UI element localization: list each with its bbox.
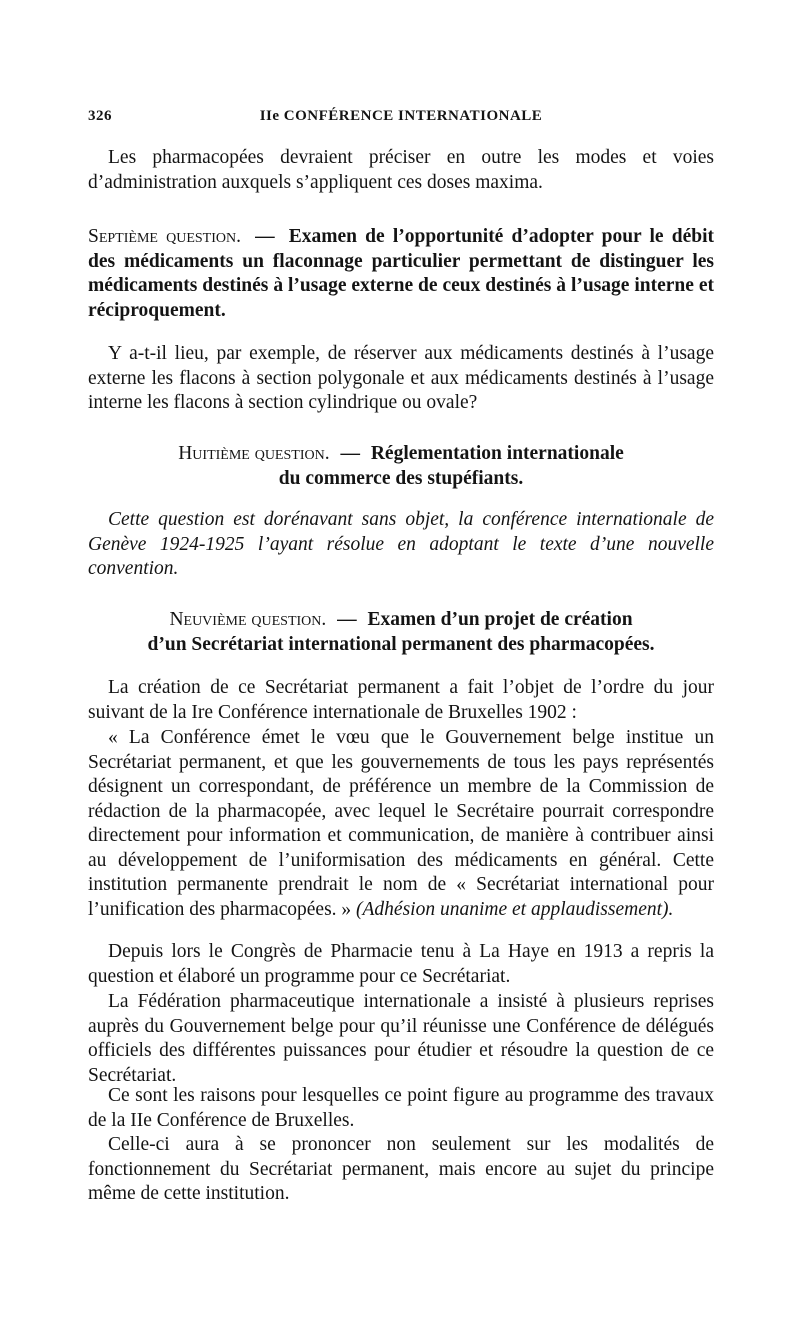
question-seven-label: Septième question.	[88, 226, 241, 247]
question-seven-title: Examen de l’opportunité d’adopter pour le débit des médicaments un flaconnage particulier permettant de distinguer les médicaments destinés à l’usage externe de ceux destinés à l’usage interne et réciproquement.	[88, 226, 714, 321]
em-dash: —	[255, 226, 275, 247]
paragraph-voeu-conference	[88, 726, 714, 922]
paragraph-doses-maxima: Les pharmacopées devraient préciser en outre les modes et voies d’administration auxquels s’appliquent ces doses maxima.	[88, 147, 714, 193]
question-eight-title-line2: du commerce des stupéfiants.	[278, 467, 524, 489]
paragraph-stupefiants: Cette question est dorénavant sans objet, la conférence internationale de Genève 1924-1925 l’ayant résolue en adoptant le texte d’une nouvelle convention.	[88, 509, 714, 579]
em-dash: —	[340, 443, 360, 464]
page-number: 326	[88, 108, 112, 124]
em-dash: —	[337, 609, 357, 630]
question-eight	[88, 442, 714, 491]
running-header	[88, 108, 714, 132]
question-nine-title-line2: d’un Secrétariat international permanent des pharmacopées.	[147, 633, 655, 655]
quote-text: « La Conférence émet le vœu que le Gouvernement belge institue un Secrétariat permanent, et que les gouvernements de tous les pays représentés désignent un correspondant, de préférence un membre de la Commission de rédaction de la pharmacopée, avec lequel le Secrétaire pourrait correspondre directement pour information et communication, de manière à contribuer ainsi au développement de l’uniformisation des médicaments en général. Cette institution permanente prendrait le nom de « Secrétariat international pour l’unification des pharmacopées. »	[88, 727, 714, 920]
question-seven	[88, 225, 714, 323]
paragraph-flacons: Y a-t-il lieu, par exemple, de réserver aux médicaments destinés à l’usage externe les flacons à section polygonale et aux médicaments destinés à l’usage interne les flacons à section cylindrique ou ovale?	[88, 343, 714, 413]
paragraph-programme: Ce sont les raisons pour lesquelles ce point figure au programme des travaux de la IIe Conférence de Bruxelles.	[88, 1085, 714, 1131]
running-title: IIe CONFÉRENCE INTERNATIONALE	[259, 108, 543, 124]
quote-note: (Adhésion unanime et applaudissement).	[356, 898, 674, 920]
question-nine	[88, 608, 714, 657]
question-nine-label: Neuvième question.	[169, 609, 327, 630]
question-eight-label: Huitième question.	[178, 443, 330, 464]
question-eight-title-line1: Réglementation internationale	[370, 443, 624, 464]
paragraph-congres-la-haye: Depuis lors le Congrès de Pharmacie tenu à La Haye en 1913 a repris la question et élaboré un programme pour ce Secrétariat.	[88, 941, 714, 987]
paragraph-modalites: Celle-ci aura à se prononcer non seulement sur les modalités de fonctionnement du Secrétariat permanent, mais encore au sujet du principe même de cette institution.	[88, 1134, 714, 1204]
paragraph-federation: La Fédération pharmaceutique internationale a insisté à plusieurs reprises auprès du Gouvernement belge pour qu’il réunisse une Conférence de délégués officiels des différentes puissances pour étudier et résoudre la question de ce Secrétariat.	[88, 991, 714, 1086]
paragraph-creation-secretariat: La création de ce Secrétariat permanent a fait l’objet de l’ordre du jour suivant de la Ire Conférence internationale de Bruxelles 1902 :	[88, 677, 714, 723]
question-nine-title-line1: Examen d’un projet de création	[367, 609, 633, 630]
